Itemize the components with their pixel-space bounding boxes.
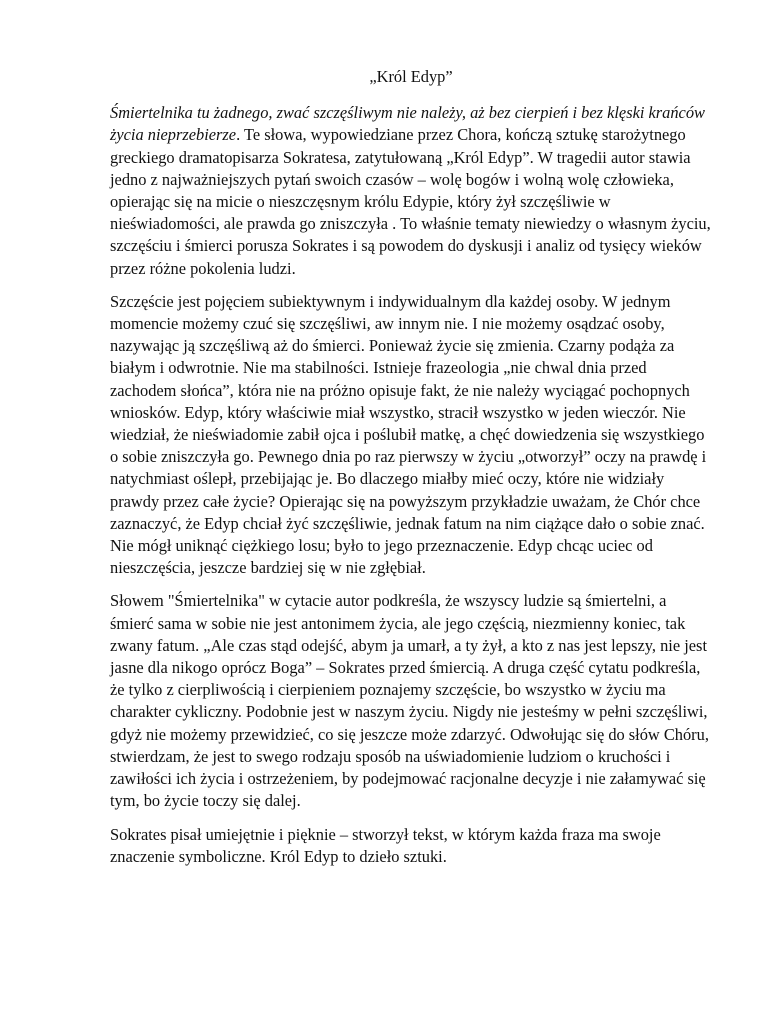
paragraph-2: Szczęście jest pojęciem subiektywnym i indywidualnym dla każdej osoby. W jednym momencie możemy czuć się szczęśliwi, aw innym nie. I nie możemy osądzać osoby, nazywając ją szczęśliwą aż do śmierci. Ponieważ życie się zmienia. Czarny podąża za białym i odwrotnie. Nie ma stabilności. Istnieje frazeologia „nie chwal dnia przed zachodem słońca”, która nie na próżno opisuje fakt, że nie należy wyciągać pochopnych wniosków. Edyp, który właściwie miał wszystko, stracił wszystko w jeden wieczór. Nie wiedział, że nieświadomie zabił ojca i poślubił matkę, a chęć dowiedzenia się wszystkiego o sobie zniszczyła go. Pewnego dnia po raz pierwszy w życiu „otworzył” oczy na prawdę i natychmiast oślepł, przebijając je. Bo dlaczego miałby mieć oczy, które nie widziały prawdy przez całe życie? Opierając się na powyższym przykładzie uważam, że Chór chce zaznaczyć, że Edyp chciał żyć szczęśliwie, jednak fatum na nim ciążące dało o sobie znać. Nie mógł uniknąć ciężkiego losu; było to jego przeznaczenie. Edyp chcąc uciec od nieszczęścia, jeszcze bardziej się w nie zgłębiał. [110,291,707,578]
document-page [110,66,712,879]
opening-quote: Śmiertelnika tu żadnego, zwać szczęśliwym nie należy, aż bez cierpień i bez klęski krańców życia nieprzebierze [110,103,705,145]
document-title: „Król Edyp” [369,67,453,86]
paragraph-4: Sokrates pisał umiejętnie i pięknie – stworzył tekst, w którym każda fraza ma swoje znaczenie symboliczne. Król Edyp to dzieło sztuki. [110,824,661,866]
paragraph-1 [110,102,712,280]
paragraph-1-text: . Te słowa, wypowiedziane przez Chora, kończą sztukę starożytnego greckiego dramatopisarza Sokratesa, zatytułowaną „Król Edyp”. W tragedii autor stawia jedno z najważniejszych pytań swoich czasów – wolę bogów i wolną wolę człowieka, opierając się na micie o nieszczęsnym królu Edypie, który żył szczęśliwie w nieświadomości, ale prawda go zniszczyła . To właśnie tematy niewiedzy o własnym życiu, szczęściu i śmierci porusza Sokrates i są powodem do dyskusji i analiz od tysięcy wieków przez różne pokolenia ludzi. [110,125,711,278]
paragraph-3: Słowem "Śmiertelnika" w cytacie autor podkreśla, że wszyscy ludzie są śmiertelni, a śmierć sama w sobie nie jest antonimem życia, ale jego częścią, niezmienny koniec, tak zwany fatum. „Ale czas stąd odejść, abym ja umarł, a ty żył, a kto z nas jest lepszy, nie jest jasne dla nikogo oprócz Boga” – Sokrates przed śmiercią. A druga część cytatu podkreśla, że tylko z cierpliwością i cierpieniem poznajemy szczęście, bo wszystko w życiu ma charakter cykliczny. Podobnie jest w naszym życiu. Nigdy nie jesteśmy w pełni szczęśliwi, gdyż nie możemy przewidzieć, co się jeszcze może zdarzyć. Odwołując się do słów Chóru, stwierdzam, że jest to swego rodzaju sposób na uświadomienie ludziom o kruchości i zawiłości ich życia i ostrzeżeniem, by podejmować racjonalne decyzje i nie załamywać się tym, bo życie toczy się dalej. [110,591,709,811]
